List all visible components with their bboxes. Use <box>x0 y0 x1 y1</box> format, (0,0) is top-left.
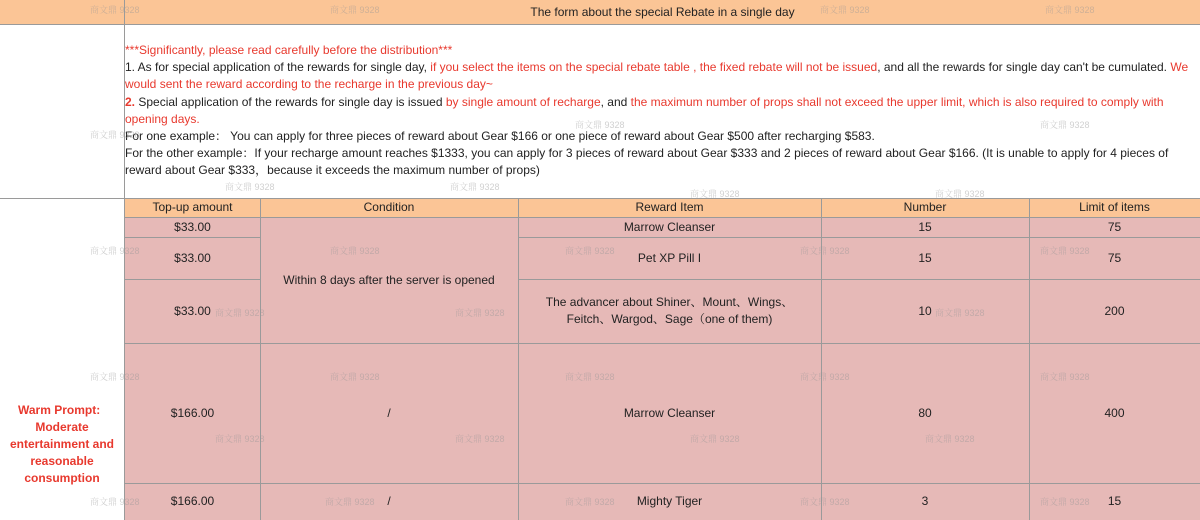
notice-rule-1-d: We would sent the reward according to the recharge in the previous day~ <box>125 60 1189 92</box>
watermark: 商文鼎 9328 <box>935 308 985 318</box>
table-cell-limit: 75 <box>1107 250 1122 265</box>
table-cell-number: 3 <box>921 494 929 508</box>
watermark: 商文鼎 9328 <box>455 308 505 318</box>
watermark: 商文鼎 9328 <box>1040 372 1090 382</box>
watermark: 商文鼎 9328 <box>565 372 615 382</box>
grid-hline <box>125 483 1200 484</box>
col-header-limit: Limit of items <box>1079 200 1150 214</box>
watermark: 商文鼎 9328 <box>935 189 985 199</box>
watermark: 商文鼎 9328 <box>330 246 380 256</box>
notice-rule-1-a: 1. As for special application of the rewards for single day, <box>125 60 431 75</box>
table-cell-condition: / <box>387 494 391 508</box>
table-cell-item: Pet XP Pill I <box>637 250 702 265</box>
watermark: 商文鼎 9328 <box>330 5 380 15</box>
notice-rule-2-num: 2. <box>125 94 136 109</box>
grid-vline <box>260 199 261 520</box>
watermark: 商文鼎 9328 <box>800 497 850 507</box>
table-cell-limit: 75 <box>1107 219 1122 234</box>
table-cell-item: Mighty Tiger <box>636 494 703 508</box>
watermark: 商文鼎 9328 <box>925 434 975 444</box>
table-cell-condition: / <box>387 405 391 420</box>
watermark: 商文鼎 9328 <box>565 497 615 507</box>
page-title: The form about the special Rebate in a single day <box>530 5 795 19</box>
table-cell-limit: 15 <box>1107 494 1122 508</box>
watermark: 商文鼎 9328 <box>1040 497 1090 507</box>
table-cell-item: Marrow Cleanser <box>623 405 716 420</box>
watermark: 商文鼎 9328 <box>90 130 140 140</box>
watermark: 商文鼎 9328 <box>90 372 140 382</box>
notice-example-1: For one example： You can apply for three pieces of reward about Gear $166 or one piece of reward about Gear $500 after recharging $583. <box>125 129 875 144</box>
warm-prompt-line: reasonable <box>30 454 94 468</box>
watermark: 商文鼎 9328 <box>1040 120 1090 130</box>
watermark: 商文鼎 9328 <box>90 246 140 256</box>
warm-prompt-line: entertainment and <box>9 437 114 451</box>
warm-prompt <box>6 402 118 487</box>
watermark: 商文鼎 9328 <box>455 434 505 444</box>
col-header-reward-item: Reward Item <box>635 200 704 214</box>
table-cell-number: 80 <box>918 405 932 420</box>
watermark: 商文鼎 9328 <box>90 497 140 507</box>
watermark: 商文鼎 9328 <box>450 182 500 192</box>
watermark: 商文鼎 9328 <box>800 372 850 382</box>
col-header-number: Number <box>903 200 947 214</box>
watermark: 商文鼎 9328 <box>225 182 275 192</box>
grid-hline <box>125 237 260 238</box>
watermark: 商文鼎 9328 <box>565 246 615 256</box>
grid-hline <box>125 217 1200 218</box>
notice-rule-2-d: the maximum number of props shall not exceed the upper limit, which is also required to comply with opening days. <box>125 94 1164 126</box>
table-cell-number: 15 <box>918 219 932 234</box>
col-header-topup: Top-up amount <box>152 200 233 214</box>
table-cell-amount: $166.00 <box>170 405 215 420</box>
notice-rule-2-b: by single amount of recharge <box>445 94 601 109</box>
grid-vline <box>821 199 822 520</box>
watermark: 商文鼎 9328 <box>90 5 140 15</box>
table-cell-amount: $33.00 <box>174 219 211 234</box>
table-cell-limit: 200 <box>1104 303 1125 318</box>
col-header-condition: Condition <box>363 200 415 214</box>
watermark: 商文鼎 9328 <box>1045 5 1095 15</box>
watermark: 商文鼎 9328 <box>330 372 380 382</box>
notice-rule-2-a: Special application of the rewards for single day is issued <box>135 94 446 109</box>
warm-prompt-line: consumption <box>24 471 100 485</box>
table-cell-number: 15 <box>918 250 932 265</box>
watermark: 商文鼎 9328 <box>1040 246 1090 256</box>
notice-block <box>125 42 1200 192</box>
watermark: 商文鼎 9328 <box>690 434 740 444</box>
table-cell-amount: $33.00 <box>174 303 211 318</box>
notice-rule-1 <box>125 59 1200 93</box>
grid-hline <box>518 237 1200 238</box>
notice-example-2: For the other example：If your recharge amount reaches $1333, you can apply for 3 pieces of reward about Gear $333 and 2 pieces of reward about Gear $166. (It is unable to apply for 4 pieces of reward about Gear $333，because it exceeds the maximum number of props) <box>125 146 1169 178</box>
notice-rule-1-b: if you select the items on the special rebate table , the fixed rebate will not be issued <box>430 60 878 75</box>
notice-rule-1-c: , and all the rewards for single day can't be cumulated. <box>877 60 1171 75</box>
grid-hline <box>518 279 1200 280</box>
grid-hline <box>125 343 1200 344</box>
watermark: 商文鼎 9328 <box>325 497 375 507</box>
table-cell-limit: 400 <box>1104 405 1125 420</box>
watermark: 商文鼎 9328 <box>800 246 850 256</box>
grid-vline <box>124 0 125 520</box>
grid-vline <box>518 199 519 520</box>
notice-rule-2-c: , and <box>600 94 631 109</box>
grid-vline <box>1029 199 1030 520</box>
grid-hline <box>0 198 1200 199</box>
warm-prompt-line: Moderate <box>35 420 89 434</box>
table-cell-item: The advancer about Shiner、Mount、Wings、Feitch、Wargod、Sage（one of them) <box>545 295 794 326</box>
table-cell-number: 10 <box>918 303 932 318</box>
watermark: 商文鼎 9328 <box>215 308 265 318</box>
watermark: 商文鼎 9328 <box>690 189 740 199</box>
table-cell-amount: $166.00 <box>170 494 215 508</box>
table-cell-item: Marrow Cleanser <box>623 219 716 234</box>
notice-rule-2 <box>125 94 1200 128</box>
notice-warning-line: ***Significantly, please read carefully before the distribution*** <box>125 43 453 57</box>
watermark: 商文鼎 9328 <box>215 434 265 444</box>
table-cell-amount: $33.00 <box>174 250 211 265</box>
watermark: 商文鼎 9328 <box>575 120 625 130</box>
watermark: 商文鼎 9328 <box>820 5 870 15</box>
grid-hline <box>125 279 260 280</box>
warm-prompt-line: Warm Prompt: <box>18 403 101 417</box>
table-cell-condition-merged: Within 8 days after the server is opened <box>283 272 495 287</box>
